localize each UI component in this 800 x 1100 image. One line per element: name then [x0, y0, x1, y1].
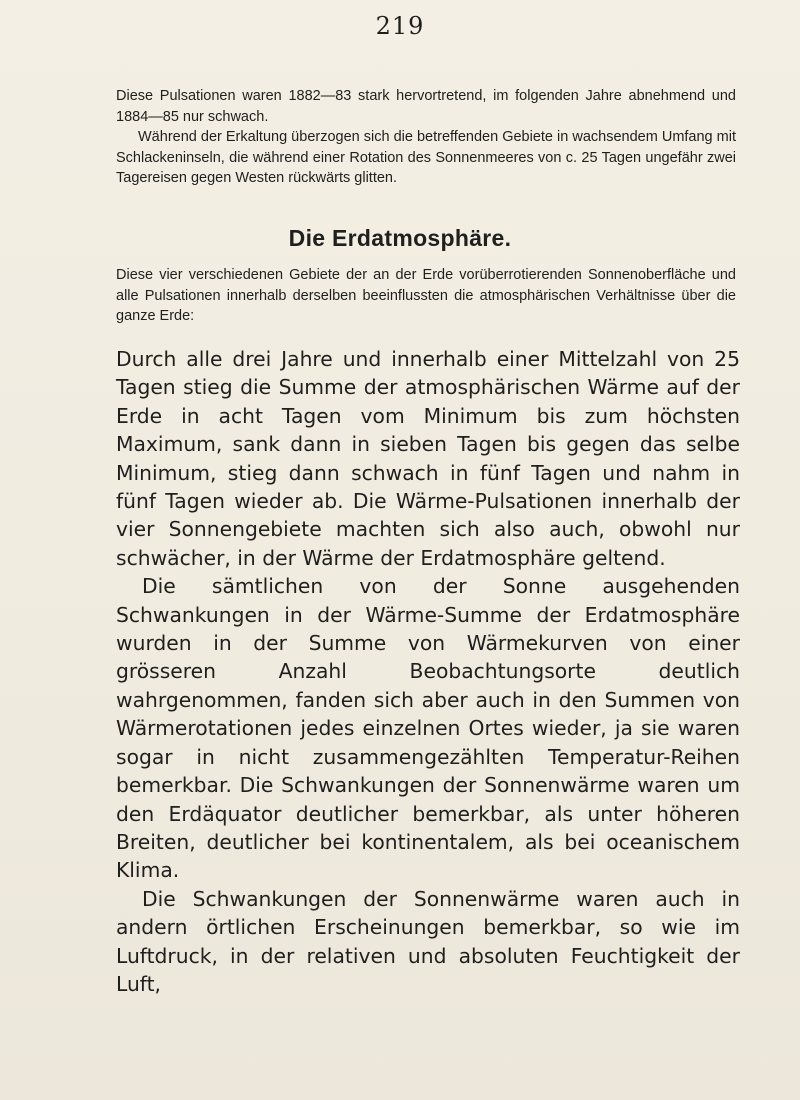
section-intro-text: Diese vier verschiedenen Gebiete der an der Erde vorüberrotierenden Sonnenoberfläche und alle Pulsationen innerhalb derselben beeinflussten die atmosphärischen Verhältnisse über die ganze Erde:	[116, 267, 736, 324]
section-intro	[116, 265, 736, 327]
body-paragraph-3: Die Schwankungen der Sonnenwärme waren auch in andern örtlichen Erscheinungen bemerkbar, so wie im Luftdruck, in der relativen und absoluten Feuchtigkeit der Luft,	[116, 886, 740, 996]
body-paragraph-2: Die sämtlichen von der Sonne ausgehenden Schwankungen in der Wärme-Summe der Erdatmosphäre wurden in der Summe von Wärmekurven von einer grösseren Anzahl Beobachtungsorte deutlich wahrgenommen, fanden sich aber auch in den Summen von Wärmerotationen jedes einzelnen Ortes wieder, ja sie waren sogar in nicht zusammengezählten Temperatur-Reihen bemerkbar. Die Schwankungen der Sonnenwärme waren um den Erdäquator deutlicher bemerkbar, als unter höheren Breiten, deutlicher bei kontinentalem, als bei oceanischem Klima.	[116, 574, 740, 883]
body-paragraph-1: Durch alle drei Jahre und innerhalb einer Mittelzahl von 25 Tagen stieg die Summe der atmosphärischen Wärme auf der Erde in acht Tagen vom Minimum bis zum höchsten Maximum, sank dann in sieben Tagen bis gegen das selbe Minimum, stieg dann schwach in fünf Tagen und nahm in fünf Tagen wieder ab. Die Wärme-Pulsationen innerhalb der vier Sonnengebiete machten sich also auch, obwohl nur schwächer, in der Wärme der Erdatmosphäre geltend.	[116, 347, 740, 570]
paragraph-cooling	[116, 127, 736, 189]
paragraph-pulsations-text: Diese Pulsationen waren 1882—83 stark hervortretend, im folgenden Jahre abnehmend und 1884—85 nur schwach.	[116, 88, 736, 125]
paragraph-pulsations	[116, 86, 736, 127]
section-heading: Die Erdatmosphäre.	[288, 225, 512, 251]
paragraph-cooling-text: Während der Erkaltung überzogen sich die betreffenden Gebiete in wachsendem Umfang mit Schlackeninseln, die während einer Rotation des Sonnenmeeres von c. 25 Tagen ungefähr zwei Tagereisen gegen Westen rückwärts glitten.	[116, 129, 736, 186]
page-number: 219	[375, 12, 425, 40]
main-body	[116, 345, 740, 998]
